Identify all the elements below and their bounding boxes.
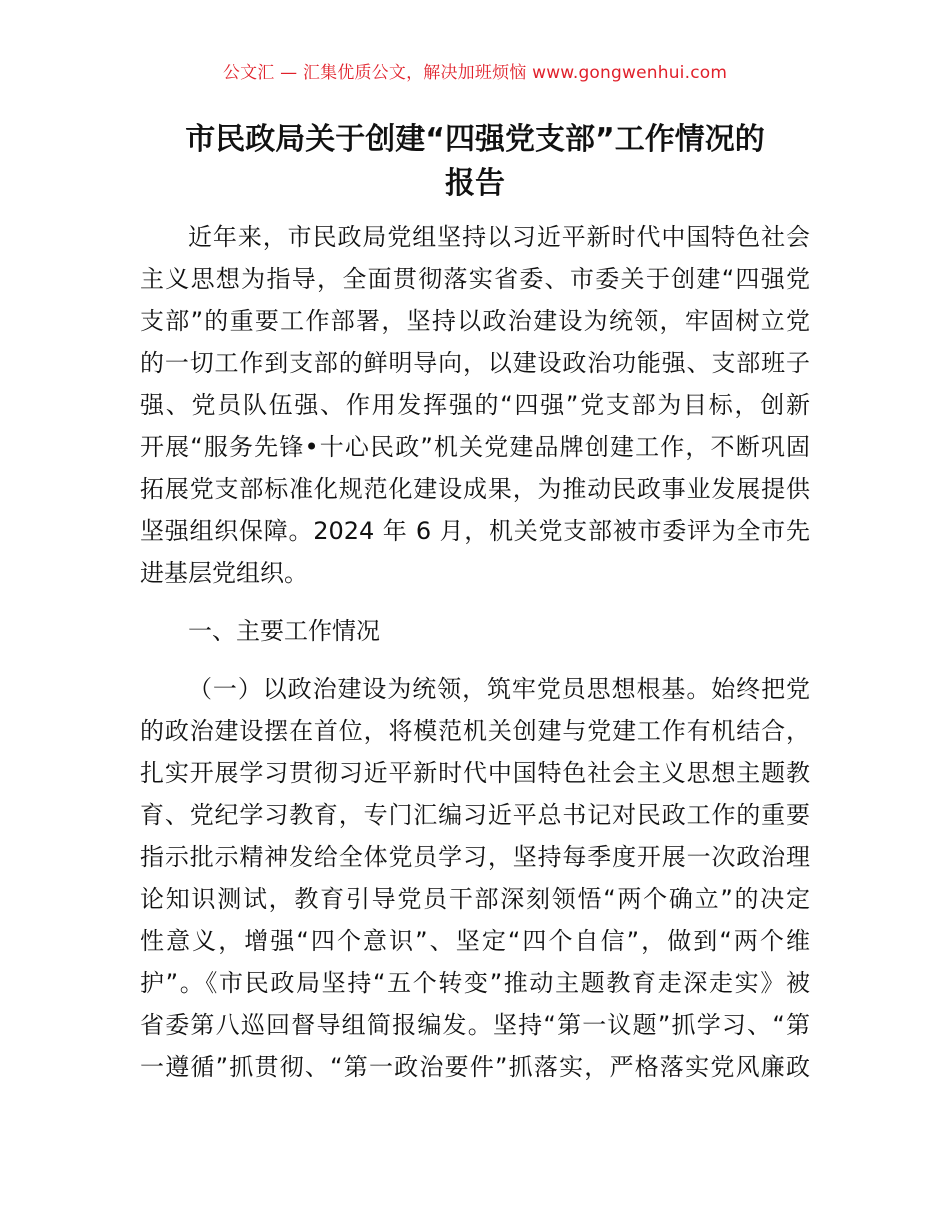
section-heading-main-work: 一、主要工作情况 bbox=[188, 617, 380, 645]
paragraph-line: 拓展党支部标准化规范化建设成果，为推动民政事业发展提供 bbox=[140, 475, 810, 503]
paragraph-line: 护”。《市民政局坚持“五个转变”推动主题教育走深走实》被 bbox=[140, 969, 810, 997]
paragraph-line: 的政治建设摆在首位，将模范机关创建与党建工作有机结合， bbox=[140, 717, 810, 745]
paragraph-line: 性意义，增强“四个意识”、坚定“四个自信”，做到“两个维 bbox=[140, 927, 810, 955]
paragraph-line: 近年来，市民政局党组坚持以习近平新时代中国特色社会 bbox=[188, 223, 810, 251]
paragraph-line: 育、党纪学习教育，专门汇编习近平总书记对民政工作的重要 bbox=[140, 801, 810, 829]
document-title-line-2: 报告 bbox=[445, 166, 505, 201]
paragraph-line: 一遵循”抓贯彻、“第一政治要件”抓落实，严格落实党风廉政 bbox=[140, 1053, 810, 1081]
paragraph-line: 省委第八巡回督导组简报编发。坚持“第一议题”抓学习、“第 bbox=[140, 1011, 810, 1039]
paragraph-line: 坚强组织保障。2024 年 6 月，机关党支部被市委评为全市先 bbox=[140, 517, 810, 545]
paragraph-line: 扎实开展学习贯彻习近平新时代中国特色社会主义思想主题教 bbox=[140, 759, 810, 787]
document-title-line-1: 市民政局关于创建“四强党支部”工作情况的 bbox=[185, 122, 765, 157]
watermark-header: 公文汇 — 汇集优质公文，解决加班烦恼 www.gongwenhui.com bbox=[222, 63, 728, 83]
paragraph-line: 的一切工作到支部的鲜明导向，以建设政治功能强、支部班子 bbox=[140, 349, 810, 377]
paragraph-line: 支部”的重要工作部署，坚持以政治建设为统领，牢固树立党 bbox=[140, 307, 810, 335]
paragraph-line: 主义思想为指导，全面贯彻落实省委、市委关于创建“四强党 bbox=[140, 265, 810, 293]
paragraph-line: 论知识测试，教育引导党员干部深刻领悟“两个确立”的决定 bbox=[140, 885, 810, 913]
paragraph-line: 进基层党组织。 bbox=[140, 559, 308, 587]
paragraph-line: 强、党员队伍强、作用发挥强的“四强”党支部为目标，创新 bbox=[140, 391, 810, 419]
paragraph-line: 指示批示精神发给全体党员学习，坚持每季度开展一次政治理 bbox=[140, 843, 810, 871]
paragraph-line: 开展“服务先锋•十心民政”机关党建品牌创建工作，不断巩固 bbox=[140, 433, 810, 461]
paragraph-line: （一）以政治建设为统领，筑牢党员思想根基。始终把党 bbox=[188, 675, 810, 703]
